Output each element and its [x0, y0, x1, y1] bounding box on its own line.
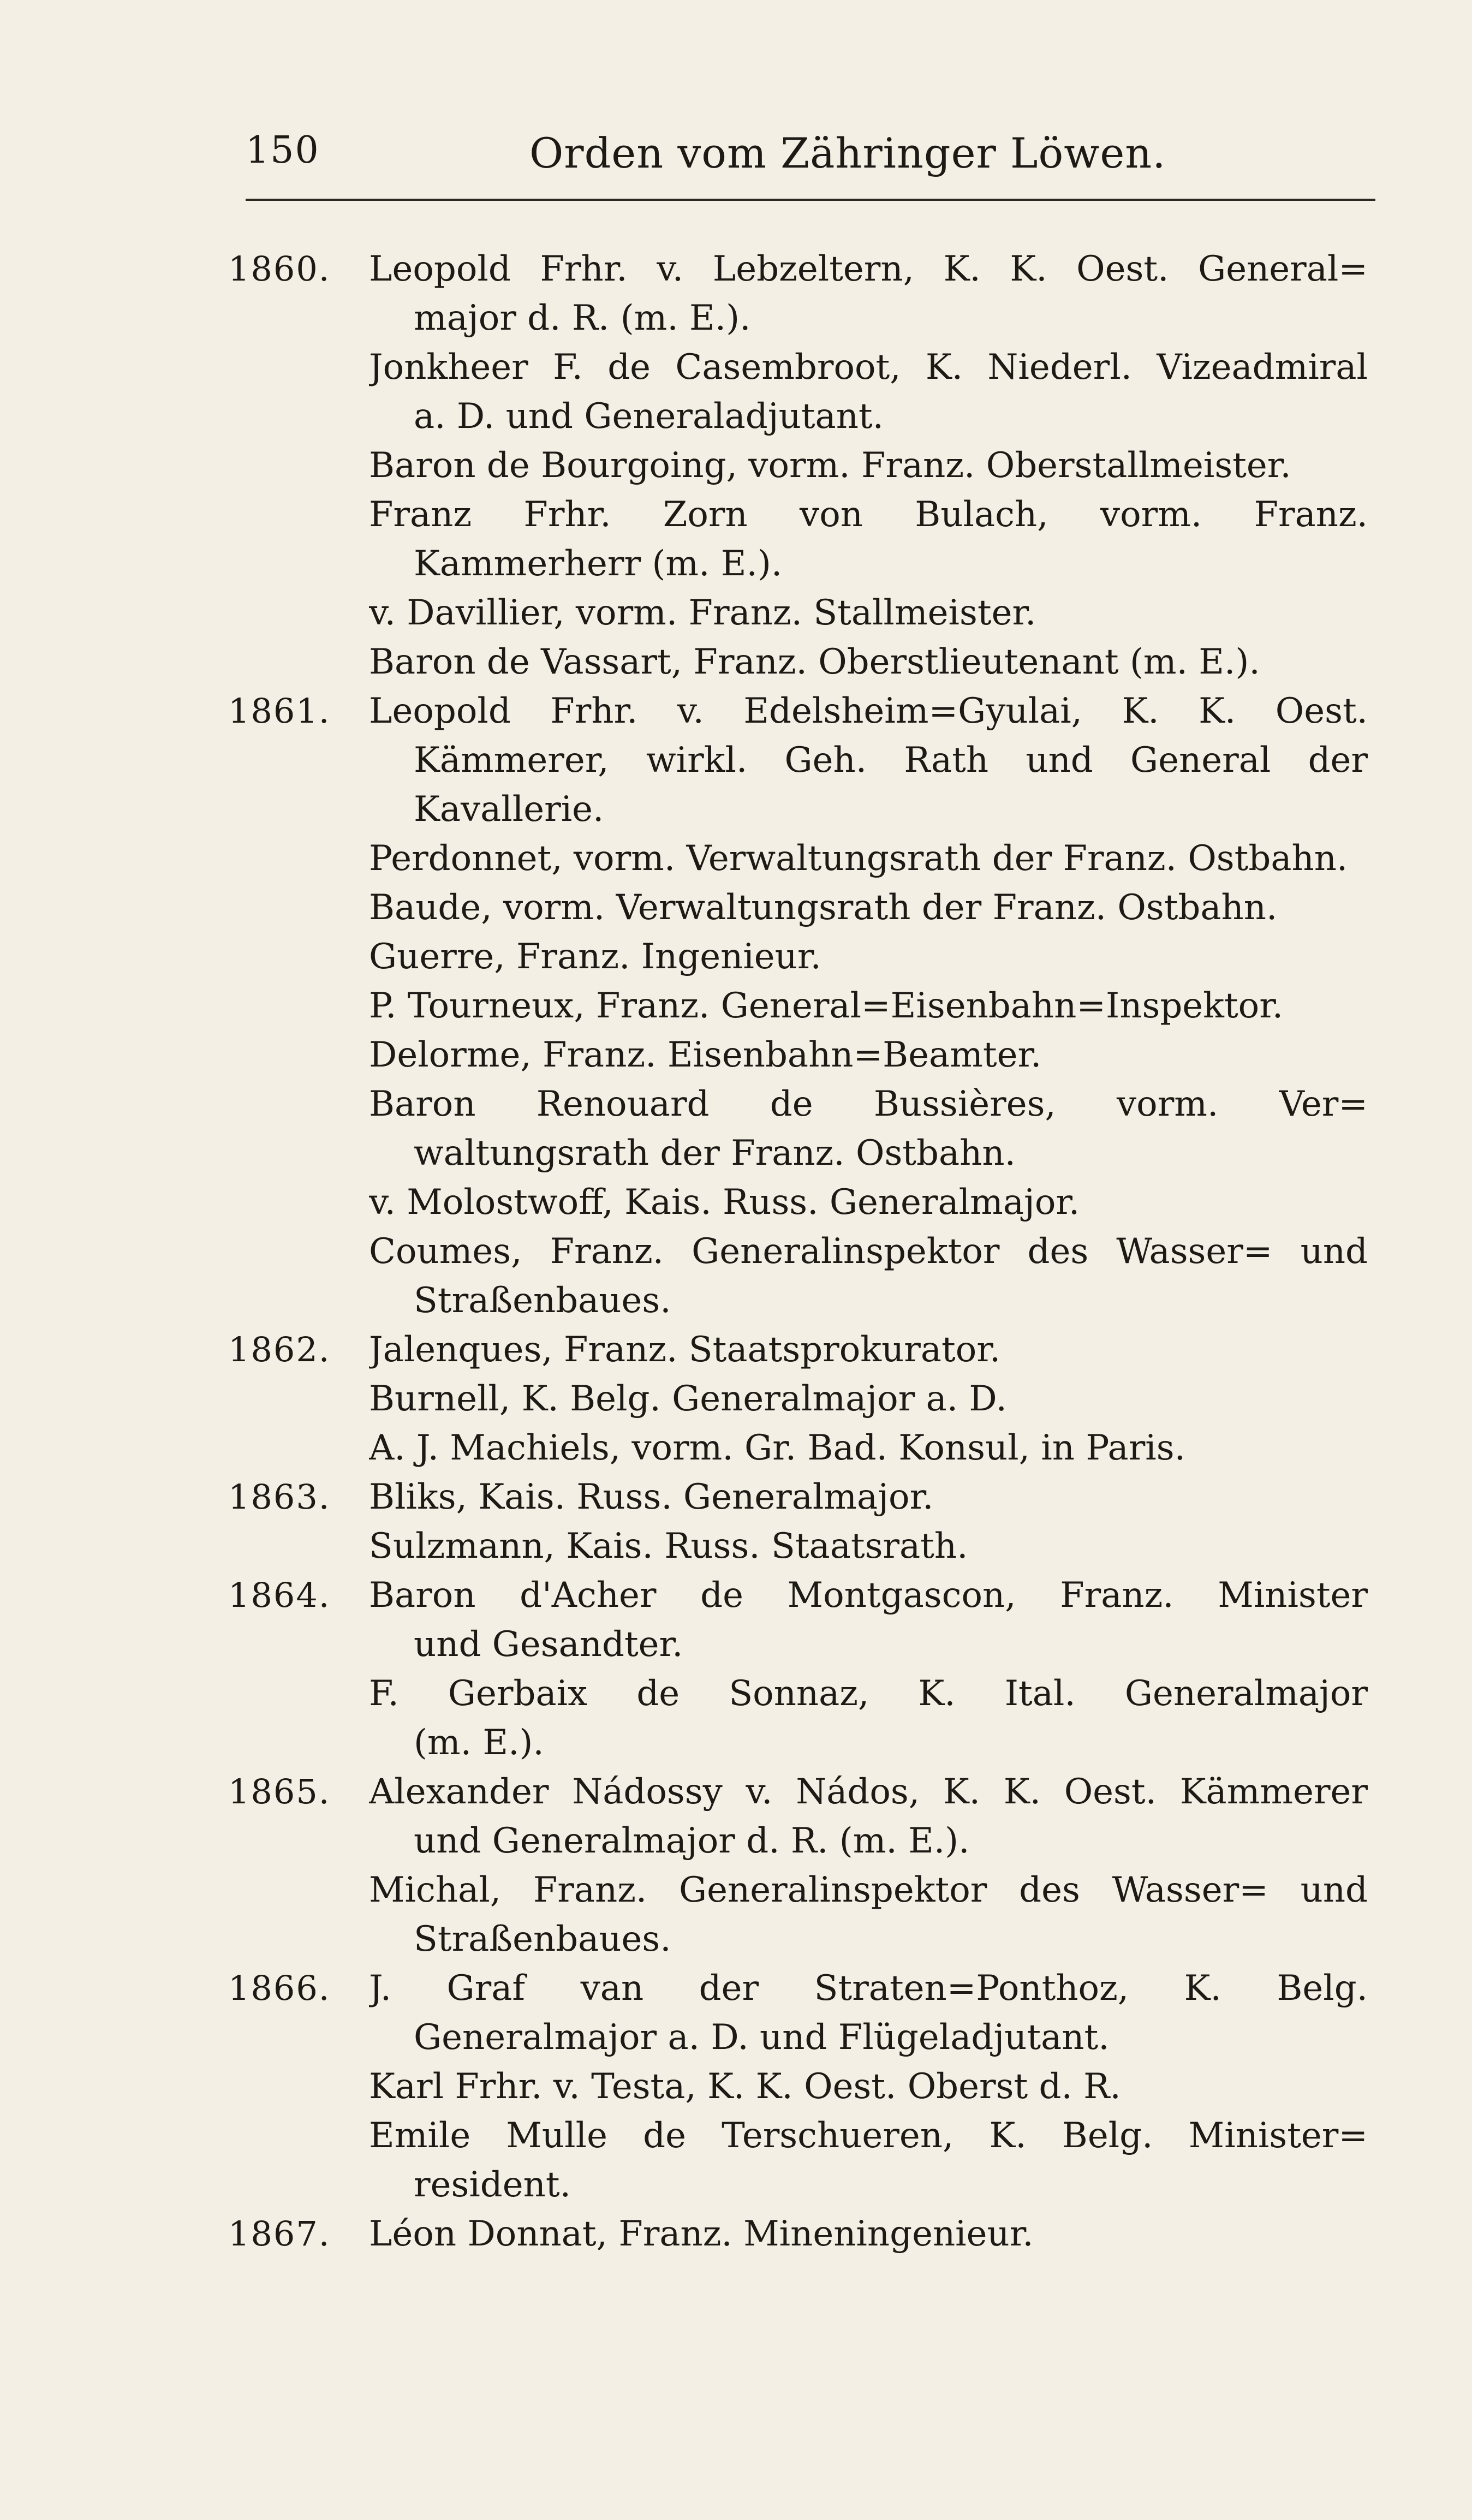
- entry-text: Coumes, Franz. Generalinspektor des Wasser= und: [369, 1231, 1368, 1272]
- entry: [0, 1227, 1472, 1325]
- entry-line: [0, 1423, 1472, 1473]
- entry-continuation-line: [0, 1620, 1472, 1669]
- entry-line: [0, 1473, 1472, 1522]
- year-group: [0, 1767, 1472, 1964]
- entry-text: Jalenques, Franz. Staatsprokurator.: [369, 1330, 1001, 1370]
- year-group: [0, 687, 1472, 1325]
- year-group: [0, 1325, 1472, 1473]
- entry-line: [0, 2111, 1472, 2160]
- entry-continuation-line: [0, 1718, 1472, 1767]
- entry: [0, 1423, 1472, 1473]
- entry-line: [0, 2209, 1472, 2259]
- entry-line: [0, 834, 1472, 883]
- entry: [0, 1080, 1472, 1178]
- entry: [0, 2209, 1472, 2259]
- running-title: Orden vom Zähringer Löwen.: [529, 129, 1166, 177]
- entry: [0, 1571, 1472, 1669]
- entry: [0, 1473, 1472, 1522]
- entry-text: Kämmerer, wirkl. Geh. Rath und General der: [414, 740, 1368, 781]
- entry-text: waltungsrath der Franz. Ostbahn.: [414, 1133, 1016, 1173]
- entry-text: Kammerherr (m. E.).: [414, 544, 783, 584]
- entry-text: Straßenbaues.: [414, 1919, 671, 1959]
- entry-line: [0, 2062, 1472, 2111]
- entry-line: [0, 1030, 1472, 1080]
- entry-continuation-line: [0, 1816, 1472, 1866]
- entry-line: [0, 1866, 1472, 1915]
- entry-text: (m. E.).: [414, 1723, 544, 1763]
- entry-line: [0, 883, 1472, 932]
- entry-line: [0, 441, 1472, 490]
- year-label: 1863.: [228, 1477, 331, 1517]
- entry-line: [0, 1522, 1472, 1571]
- entry-line: [0, 1227, 1472, 1276]
- entry-text: Guerre, Franz. Ingenieur.: [369, 937, 821, 977]
- entry-text: Leopold Frhr. v. Edelsheim=Gyulai, K. K. Oest.: [369, 691, 1368, 731]
- entry-text: Generalmajor a. D. und Flügeladjutant.: [414, 2017, 1110, 2058]
- entry: [0, 932, 1472, 981]
- entry-text: v. Molostwoff, Kais. Russ. Generalmajor.: [369, 1182, 1080, 1223]
- entry-line: [0, 1080, 1472, 1129]
- page-header: [246, 121, 1370, 181]
- entry-text: Bliks, Kais. Russ. Generalmajor.: [369, 1477, 934, 1517]
- entry-text: und Gesandter.: [414, 1624, 683, 1665]
- entry-text: Burnell, K. Belg. Generalmajor a. D.: [369, 1379, 1007, 1419]
- entry-line: [0, 490, 1472, 539]
- entry-line: [0, 932, 1472, 981]
- entry-text: J. Graf van der Straten=Ponthoz, K. Belg.: [369, 1968, 1368, 2009]
- year-group: [0, 1473, 1472, 1571]
- entry-text: Baron de Vassart, Franz. Oberstlieutenant (m. E.).: [369, 642, 1260, 682]
- entry-line: [0, 1178, 1472, 1227]
- entry-text: Baude, vorm. Verwaltungsrath der Franz. Ostbahn.: [369, 887, 1278, 928]
- entry-line: [0, 1325, 1472, 1374]
- entry-text: Perdonnet, vorm. Verwaltungsrath der Franz. Ostbahn.: [369, 838, 1348, 879]
- year-label: 1866.: [228, 1968, 331, 2008]
- entry-line: [0, 1669, 1472, 1718]
- entry-continuation-line: [0, 736, 1472, 785]
- entry-continuation-line: [0, 2013, 1472, 2062]
- entry: [0, 1030, 1472, 1080]
- entry-text: Baron de Bourgoing, vorm. Franz. Oberstallmeister.: [369, 445, 1291, 486]
- entry-text: Delorme, Franz. Eisenbahn=Beamter.: [369, 1035, 1042, 1075]
- entry-continuation-line: [0, 1915, 1472, 1964]
- entry-text: Straßenbaues.: [414, 1280, 671, 1321]
- entry-text: Alexander Nádossy v. Nádos, K. K. Oest. Kämmerer: [369, 1772, 1368, 1812]
- entry-text: Leopold Frhr. v. Lebzeltern, K. K. Oest. General=: [369, 249, 1368, 289]
- entry-line: [0, 687, 1472, 736]
- entry-text: P. Tourneux, Franz. General=Eisenbahn=Inspektor.: [369, 986, 1284, 1026]
- page-number: 150: [246, 129, 320, 172]
- entry: [0, 1767, 1472, 1866]
- entry: [0, 981, 1472, 1030]
- entry: [0, 245, 1472, 343]
- entry-continuation-line: [0, 539, 1472, 588]
- entry-text: Michal, Franz. Generalinspektor des Wasser= und: [369, 1870, 1368, 1910]
- entry: [0, 638, 1472, 687]
- entry-line: [0, 1374, 1472, 1423]
- year-label: 1860.: [228, 249, 331, 289]
- year-label: 1862.: [228, 1330, 331, 1369]
- entry-line: [0, 1767, 1472, 1816]
- entry-text: Karl Frhr. v. Testa, K. K. Oest. Oberst d. R.: [369, 2066, 1121, 2107]
- entry-text: und Generalmajor d. R. (m. E.).: [414, 1821, 970, 1861]
- entry-continuation-line: [0, 1129, 1472, 1178]
- entry-continuation-line: [0, 294, 1472, 343]
- entry-text: a. D. und Generaladjutant.: [414, 396, 884, 437]
- entry: [0, 343, 1472, 441]
- entry-text: Kavallerie.: [414, 789, 604, 830]
- entry: [0, 2062, 1472, 2111]
- year-label: 1864.: [228, 1575, 331, 1615]
- entry-text: Franz Frhr. Zorn von Bulach, vorm. Franz.: [369, 495, 1368, 535]
- entry: [0, 1325, 1472, 1374]
- entry: [0, 834, 1472, 883]
- entry: [0, 883, 1472, 932]
- entry-line: [0, 588, 1472, 638]
- year-label: 1867.: [228, 2214, 331, 2254]
- entry: [0, 490, 1472, 588]
- entry: [0, 441, 1472, 490]
- entry: [0, 1178, 1472, 1227]
- entry-text: Emile Mulle de Terschueren, K. Belg. Minister=: [369, 2116, 1368, 2156]
- entry-text: major d. R. (m. E.).: [414, 298, 751, 338]
- entry-continuation-line: [0, 785, 1472, 834]
- year-group: [0, 2209, 1472, 2259]
- entry-line: [0, 245, 1472, 294]
- entry-text: A. J. Machiels, vorm. Gr. Bad. Konsul, in Paris.: [369, 1428, 1185, 1468]
- entry-line: [0, 981, 1472, 1030]
- entry-continuation-line: [0, 392, 1472, 441]
- entry-text: Baron d'Acher de Montgascon, Franz. Minister: [369, 1575, 1368, 1616]
- entry: [0, 1866, 1472, 1964]
- year-group: [0, 1571, 1472, 1767]
- entry-list: [0, 245, 1472, 2259]
- entry-line: [0, 1571, 1472, 1620]
- year-label: 1865.: [228, 1772, 331, 1812]
- entry-continuation-line: [0, 1276, 1472, 1325]
- entry: [0, 1669, 1472, 1767]
- entry-text: Léon Donnat, Franz. Mineningenieur.: [369, 2214, 1034, 2254]
- year-group: [0, 1964, 1472, 2209]
- entry: [0, 687, 1472, 834]
- year-group: [0, 245, 1472, 687]
- entry: [0, 2111, 1472, 2209]
- entry-line: [0, 343, 1472, 392]
- entry-line: [0, 638, 1472, 687]
- entry: [0, 1964, 1472, 2062]
- entry-text: Baron Renouard de Bussières, vorm. Ver=: [369, 1084, 1368, 1124]
- entry-text: Jonkheer F. de Casembroot, K. Niederl. Vizeadmiral: [369, 347, 1368, 388]
- entry-text: F. Gerbaix de Sonnaz, K. Ital. Generalmajor: [369, 1673, 1368, 1714]
- entry: [0, 1374, 1472, 1423]
- entry-text: Sulzmann, Kais. Russ. Staatsrath.: [369, 1526, 968, 1566]
- entry-continuation-line: [0, 2160, 1472, 2209]
- entry-text: v. Davillier, vorm. Franz. Stallmeister.: [369, 593, 1036, 633]
- year-label: 1861.: [228, 691, 331, 731]
- entry-line: [0, 1964, 1472, 2013]
- entry: [0, 588, 1472, 638]
- header-rule: [246, 199, 1375, 201]
- entry: [0, 1522, 1472, 1571]
- entry-text: resident.: [414, 2165, 571, 2205]
